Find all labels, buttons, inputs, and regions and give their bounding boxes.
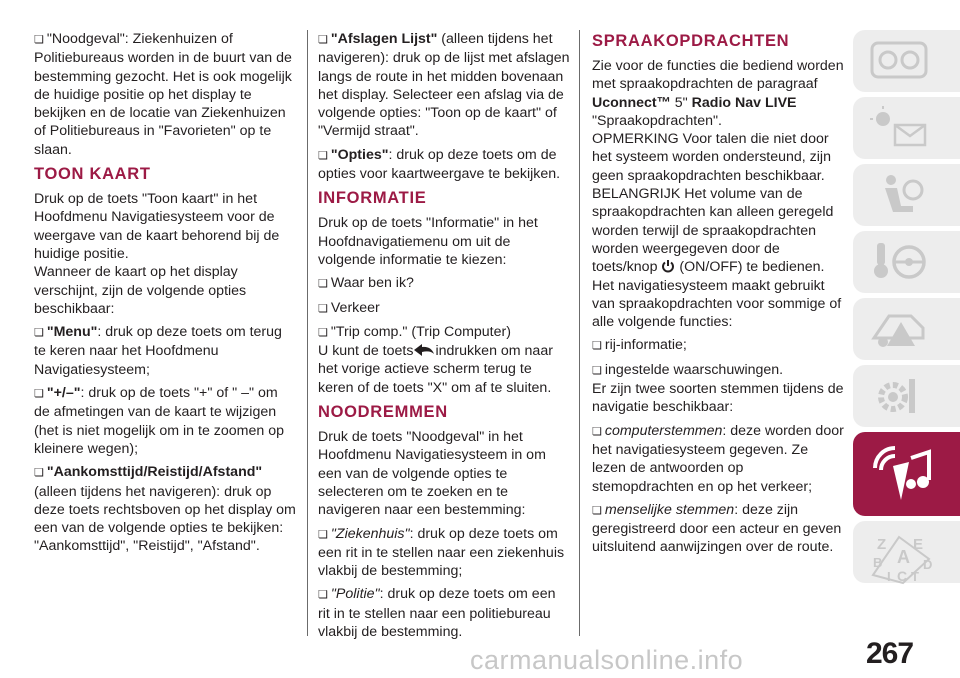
bullet-plus-minus [34,384,296,458]
heading-spraakopdrachten: SPRAAKOPDRACHTEN [592,32,790,50]
bullet-aankomsttijd [34,463,296,555]
chapter-tabs [853,30,960,588]
bullet-label: "Politie" [330,586,380,603]
paragraph: Er zijn twee soorten stemmen tijdens de navigatie beschikbaar: [592,381,844,416]
bullet-text: : druk op deze toets om terug te keren naar het Hoofdmenu Navigatiesysteem; [34,324,282,378]
paragraph-note: OPMERKING Voor talen die niet door het systeem worden ondersteund, zijn geen spraakopdrachten beschikbaar. [592,131,831,184]
bullet-text: : druk op deze toets om een rit in te stellen naar een politiebureau vlakbij de bestemming. [318,586,556,641]
bullet-label: "Menu" [46,324,98,341]
key-steering-wheel-icon [869,239,929,285]
bullet-text: (alleen tijdens het navigeren): druk op de lijst met afslagen langs de route in het midden bovenaan het display. Selecteer een afslag via de volgende opties: "Toon op de kaart" of "Vermijd straat". [318,31,570,140]
bullet-trip-comp: ❏ "Trip comp." (Trip Computer) [318,323,570,342]
bullet-label: menselijke stemmen [604,501,735,518]
bullet-text: : deze worden door het navigatiesysteem gegeven. Ze lezen de antwoorden op stemopdrachten en op het verkeer; [592,422,844,495]
tab-emergency[interactable] [853,298,960,360]
svg-text:D: D [923,557,933,572]
column-1 [34,30,296,561]
bullet-text: : druk op deze toets om de opties voor kaartweergave te bekijken. [318,146,561,183]
bullet-rij-informatie: ❏ rij-informatie; [592,336,844,355]
svg-text:Z: Z [877,536,887,553]
column-2 [318,30,570,646]
bullet-text: : deze zijn geregistreerd door een acteur en geven uitsluitend aanwijzingen over de route. [592,501,842,556]
paragraph-important [592,185,844,276]
paragraph-bold: Radio Nav LIVE [691,94,797,111]
bullet-label: "Aankomsttijd/Reistijd/Afstand" [46,464,263,481]
power-button-icon [661,259,675,273]
bullet-text: "Noodgeval": Ziekenhuizen of Politiebureaus worden in de buurt van de bestemming gezocht. Het is ook mogelijk de huidige positie op het display te bekijken en de locatie van Ziekenhuizen of Politiebureaus in "Favorieten" op te slaan. [34,31,292,158]
page-number: 267 [866,637,914,670]
paragraph-text: (ON/OFF) te bedienen. [679,259,825,276]
paragraph: Druk de toets "Noodgeval" in het Hoofdmenu Navigatiesysteem in om een van de volgende opties te selecteren om te zoeken en te navigeren naar een bestemming: [318,429,546,519]
bullet-menu [34,323,296,379]
bullet-computerstemmen [592,422,844,496]
bullet-label: "Ziekenhuis" [330,525,410,542]
bullet-ziekenhuis [318,525,570,581]
svg-text:C: C [897,568,908,584]
heading-informatie: INFORMATIE [318,189,427,208]
paragraph-bold: Uconnect™ [592,94,671,111]
bullet-label: "Opties" [330,146,389,163]
bullet-afslagen-lijst [318,30,570,141]
column-3 [592,30,844,562]
bullet-label: computerstemmen [604,422,723,439]
warning-triangle-icon [869,306,929,352]
tab-safety[interactable] [853,164,960,226]
paragraph-back [318,342,570,397]
airbag-seat-icon [869,172,929,218]
tab-multimedia[interactable] [853,432,960,516]
paragraph-text: 5" [670,94,692,111]
svg-text:A: A [897,547,910,567]
tab-index[interactable] [853,521,960,583]
bullet-waarschuwingen: ❏ ingestelde waarschuwingen. [592,361,844,380]
paragraph: Wanneer de kaart op het display verschijnt, zijn de volgende opties beschikbaar: [34,264,247,317]
svg-text:E: E [913,536,924,553]
heading-noodremmen: NOODREMMEN [318,403,448,422]
bullet-noodgeval [34,30,296,159]
paragraph-text: BELANGRIJK Het volume van de spraakopdrachten kan alleen geregeld worden terwijl de spraakopdrachten worden weergegeven door de toets/knop [592,186,834,276]
bullet-text: : druk op de toets "+" of " –" om de afmetingen van de kaart te wijzigen (het is niet mogelijk om in te zoomen op kleinere wegen); [34,385,284,457]
paragraph-text: U kunt de toets [318,343,414,360]
multimedia-nav-icon [869,440,939,508]
bullet-label: "+/–" [46,385,81,402]
bullet-verkeer: ❏ Verkeer [318,299,570,318]
tab-starting-driving[interactable] [853,231,960,293]
paragraph: Druk op de toets "Informatie" in het Hoofdnavigatiemenu om uit de volgende informatie te kiezen: [318,215,538,268]
bullet-opties [318,146,570,184]
back-arrow-icon [413,343,435,357]
paragraph: Het navigatiesysteem maakt gebruikt van spraakopdrachten voor sommige of alle volgende functies: [592,277,842,331]
paragraph-text: Zie voor de functies die bediend worden met spraakopdrachten de paragraaf [592,58,844,93]
tab-maintenance[interactable] [853,365,960,427]
warning-light-icon [869,105,929,151]
bullet-text: (alleen tijdens het navigeren): druk op deze toets rechtsboven op het display om een van de volgende opties te bekijken: "Aankomsttijd", "Reistijd", "Afstand". [34,483,296,555]
bullet-waar-ben-ik: ❏ Waar ben ik? [318,274,570,293]
watermark: carmanualsonline.info [470,645,744,675]
paragraph-text: indrukken om naar het vorige actieve scherm terug te keren of de toets "X" om af te sluiten. [318,343,553,396]
service-gear-icon [869,373,929,419]
svg-text:B: B [873,555,883,570]
alphabetical-index-icon [869,529,939,585]
bullet-label: "Afslagen Lijst" [330,31,438,47]
bullet-politie [318,585,570,641]
dashboard-icon [869,38,929,84]
paragraph-text: "Spraakopdrachten". [592,112,722,129]
bullet-menselijke-stemmen [592,501,844,557]
paragraph: Druk op de toets "Toon kaart" in het Hoofdmenu Navigatiesysteem voor de weergave van de kaart behorend bij de huidige positie. [34,191,280,262]
svg-text:I: I [887,569,891,584]
bullet-text: : druk op deze toets om een rit in te stellen naar een ziekenhuis vlakbij de bestemming; [318,525,565,580]
heading-toon-kaart: TOON KAART [34,165,151,184]
svg-text:T: T [911,569,919,584]
column-divider [307,30,308,636]
paragraph-reference [592,57,844,130]
tab-warning-lights[interactable] [853,97,960,159]
tab-dashboard[interactable] [853,30,960,92]
column-divider [579,30,580,636]
